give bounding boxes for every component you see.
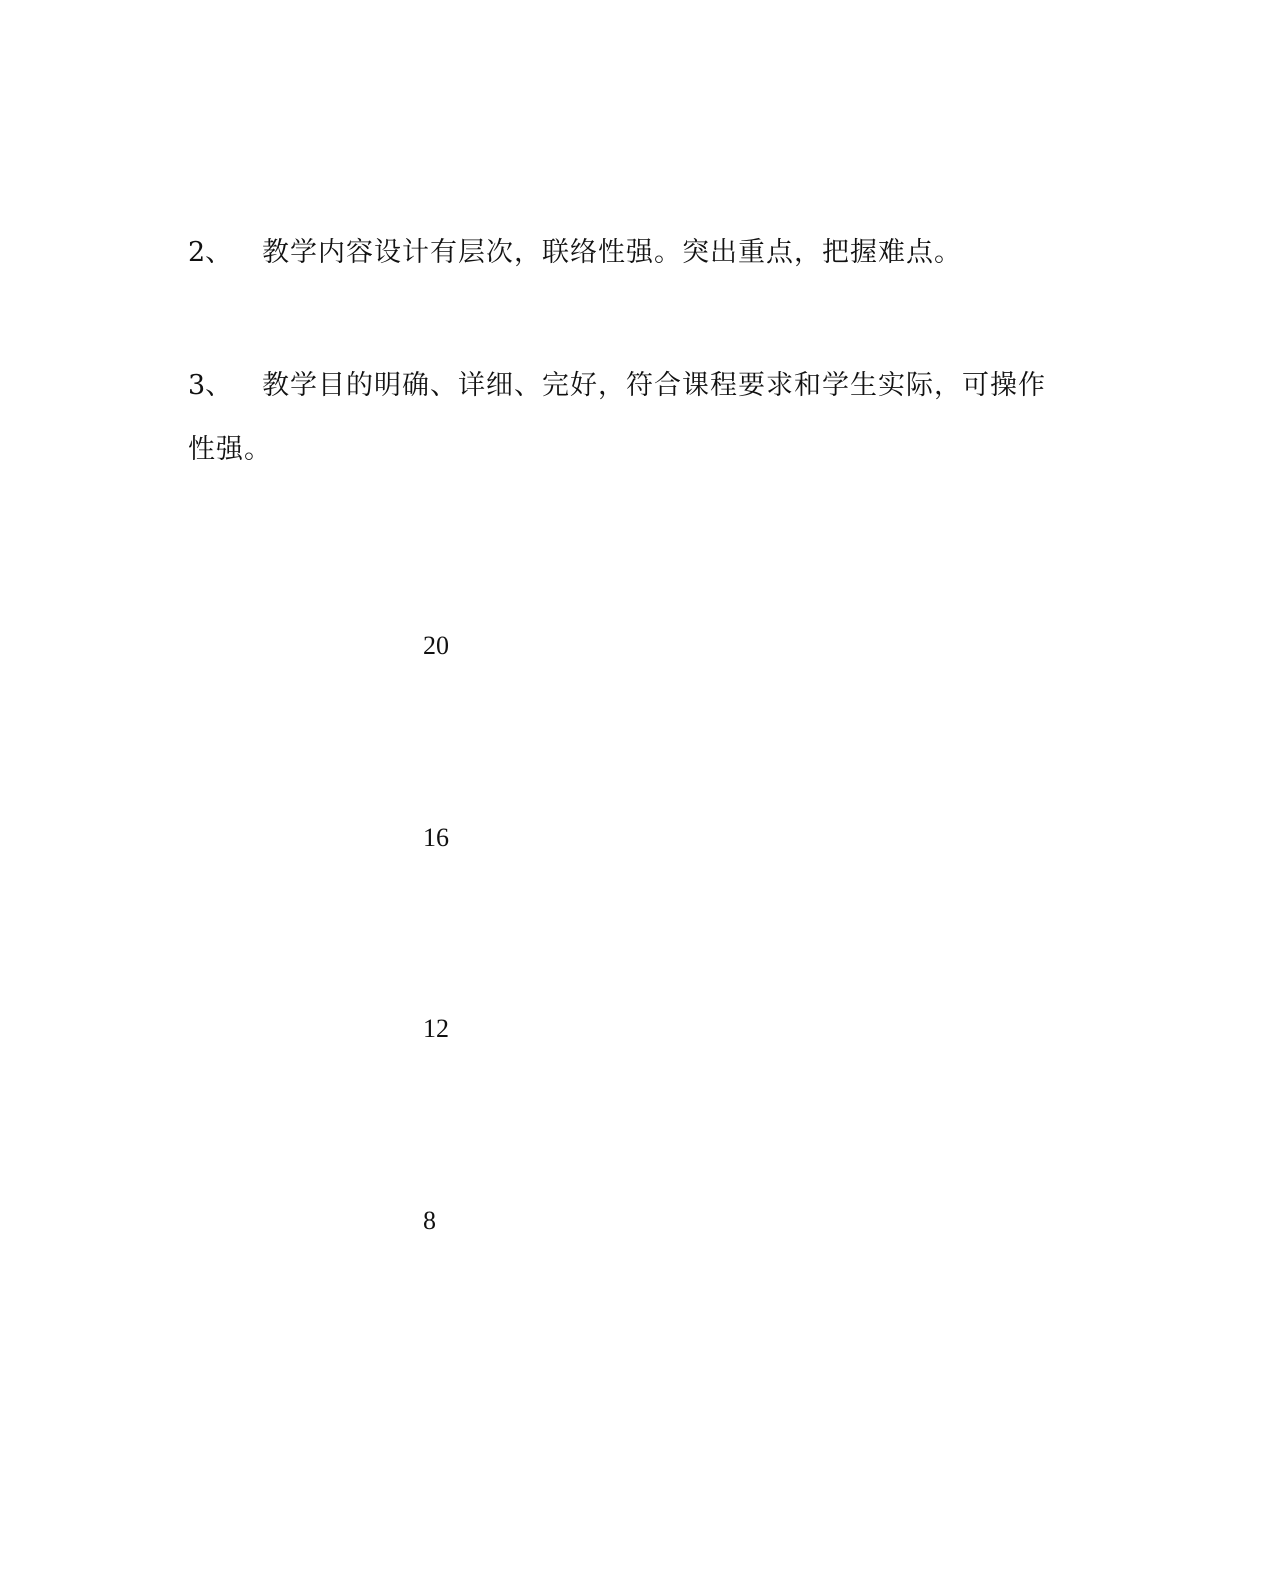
score-value: 12	[423, 1014, 449, 1043]
list-item	[188, 221, 1088, 285]
item-number: 3、	[188, 370, 233, 401]
score-value: 16	[423, 823, 449, 852]
item-text-continuation: 性强。	[188, 434, 272, 465]
list-item	[188, 354, 1088, 482]
score-value: 20	[423, 631, 449, 660]
item-text: 教学目的明确、详细、完好，符合课程要求和学生实际，可操作	[262, 370, 1046, 401]
item-number: 2、	[188, 237, 233, 268]
score-value: 8	[423, 1206, 436, 1235]
item-text: 教学内容设计有层次，联络性强。突出重点，把握难点。	[262, 237, 962, 268]
